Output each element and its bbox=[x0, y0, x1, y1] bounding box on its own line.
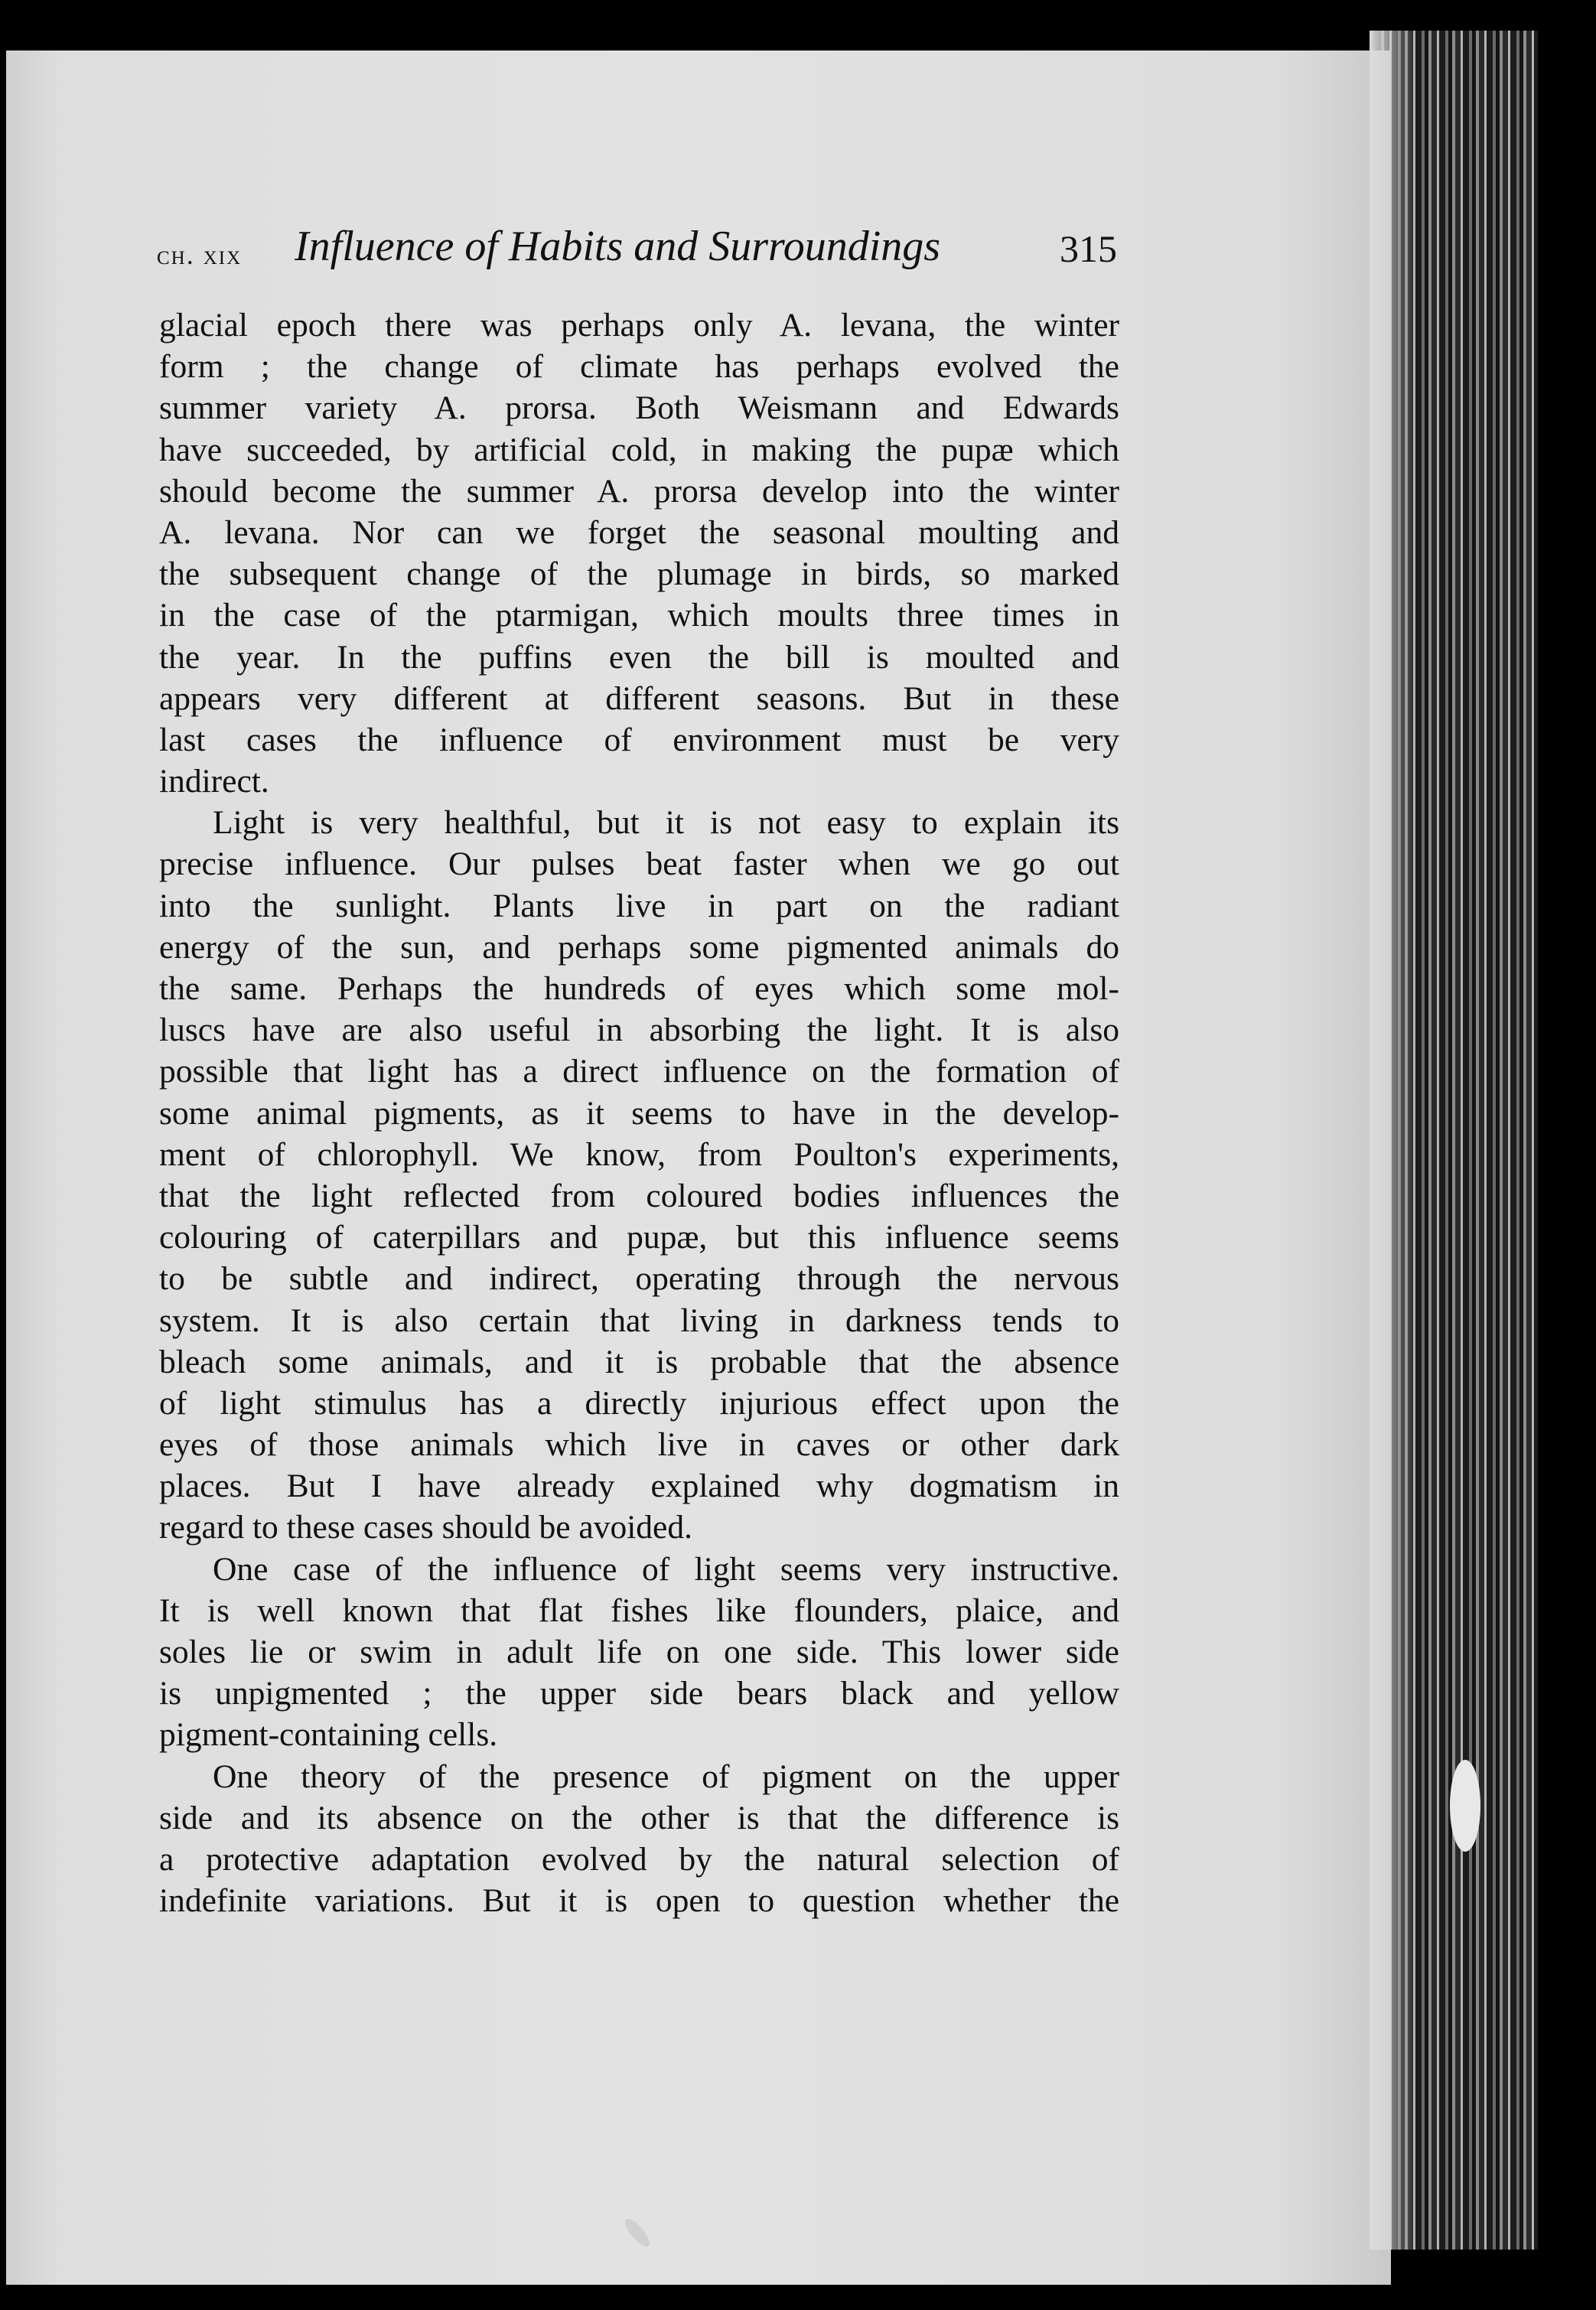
text-line: some animal pigments, as it seems to have in the develop- bbox=[159, 1094, 1119, 1132]
text-line: the same. Perhaps the hundreds of eyes which some mol- bbox=[159, 970, 1119, 1007]
text-line: indirect. bbox=[159, 763, 269, 800]
text-line: bleach some animals, and it is probable that the absence bbox=[159, 1343, 1119, 1380]
text-line: possible that light has a direct influence on the formation of bbox=[159, 1053, 1119, 1090]
text-line: pigment-containing cells. bbox=[159, 1716, 498, 1754]
text-line: that the light reflected from coloured bodies influences the bbox=[159, 1177, 1119, 1214]
chapter-label: ch. xix bbox=[157, 239, 243, 270]
text-line: into the sunlight. Plants live in part on the radiant bbox=[159, 887, 1119, 924]
text-line: regard to these cases should be avoided. bbox=[159, 1509, 692, 1546]
text-line: the year. In the puffins even the bill is moulted and bbox=[159, 638, 1119, 676]
text-line: is unpigmented ; the upper side bears black and yellow bbox=[159, 1675, 1119, 1712]
page-edge-shading bbox=[1370, 31, 1415, 2250]
text-line: One theory of the presence of pigment on the upper bbox=[213, 1758, 1119, 1795]
text-line: last cases the influence of environment must be very bbox=[159, 721, 1119, 758]
text-line: soles lie or swim in adult life on one side. This lower side bbox=[159, 1634, 1119, 1670]
text-line: luscs have are also useful in absorbing the light. It is also bbox=[159, 1012, 1119, 1049]
text-line: should become the summer A. prorsa develop into the winter bbox=[159, 472, 1119, 510]
text-line: One case of the influence of light seems very instructive. bbox=[213, 1550, 1119, 1588]
text-line: to be subtle and indirect, operating through the nervous bbox=[159, 1260, 1119, 1298]
text-line: precise influence. Our pulses beat faster when we go out bbox=[159, 845, 1119, 883]
text-line: the subsequent change of the plumage in birds, so marked bbox=[159, 556, 1119, 593]
text-line: glacial epoch there was perhaps only A. levana, the winter bbox=[159, 307, 1119, 344]
text-line: of light stimulus has a directly injurious effect upon the bbox=[159, 1384, 1119, 1422]
text-line: summer variety A. prorsa. Both Weismann and Edwards bbox=[159, 389, 1119, 427]
text-line: ment of chlorophyll. We know, from Poulton's experiments, bbox=[159, 1135, 1119, 1173]
text-line: a protective adaptation evolved by the natural selection of bbox=[159, 1840, 1119, 1878]
text-line: form ; the change of climate has perhaps evolved the bbox=[159, 348, 1119, 386]
text-line: Light is very healthful, but it is not easy to explain its bbox=[213, 804, 1119, 842]
chapter-title: Influence of Habits and Surroundings bbox=[295, 223, 941, 270]
text-line: eyes of those animals which live in caves or other dark bbox=[159, 1426, 1119, 1464]
text-line: side and its absence on the other is that the difference is bbox=[159, 1799, 1119, 1836]
page-number: 315 bbox=[1060, 227, 1117, 270]
text-line: appears very different at different seasons. But in these bbox=[159, 679, 1119, 717]
text-line: system. It is also certain that living in darkness tends to bbox=[159, 1302, 1119, 1339]
text-line: have succeeded, by artificial cold, in making the pupæ which bbox=[159, 431, 1119, 468]
text-line: places. But I have already explained why dogmatism in bbox=[159, 1468, 1119, 1505]
text-line: It is well known that flat fishes like flounders, plaice, and bbox=[159, 1592, 1119, 1629]
running-head bbox=[157, 222, 1117, 283]
text-line: in the case of the ptarmigan, which moults three times in bbox=[159, 597, 1119, 634]
text-line: energy of the sun, and perhaps some pigmented animals do bbox=[159, 928, 1119, 966]
text-line: indefinite variations. But it is open to question whether the bbox=[159, 1882, 1119, 1920]
text-line: colouring of caterpillars and pupæ, but this influence seems bbox=[159, 1219, 1119, 1256]
body-text bbox=[159, 305, 1119, 1921]
text-line: A. levana. Nor can we forget the seasonal moulting and bbox=[159, 513, 1119, 551]
scan-speck bbox=[1450, 1760, 1480, 1852]
